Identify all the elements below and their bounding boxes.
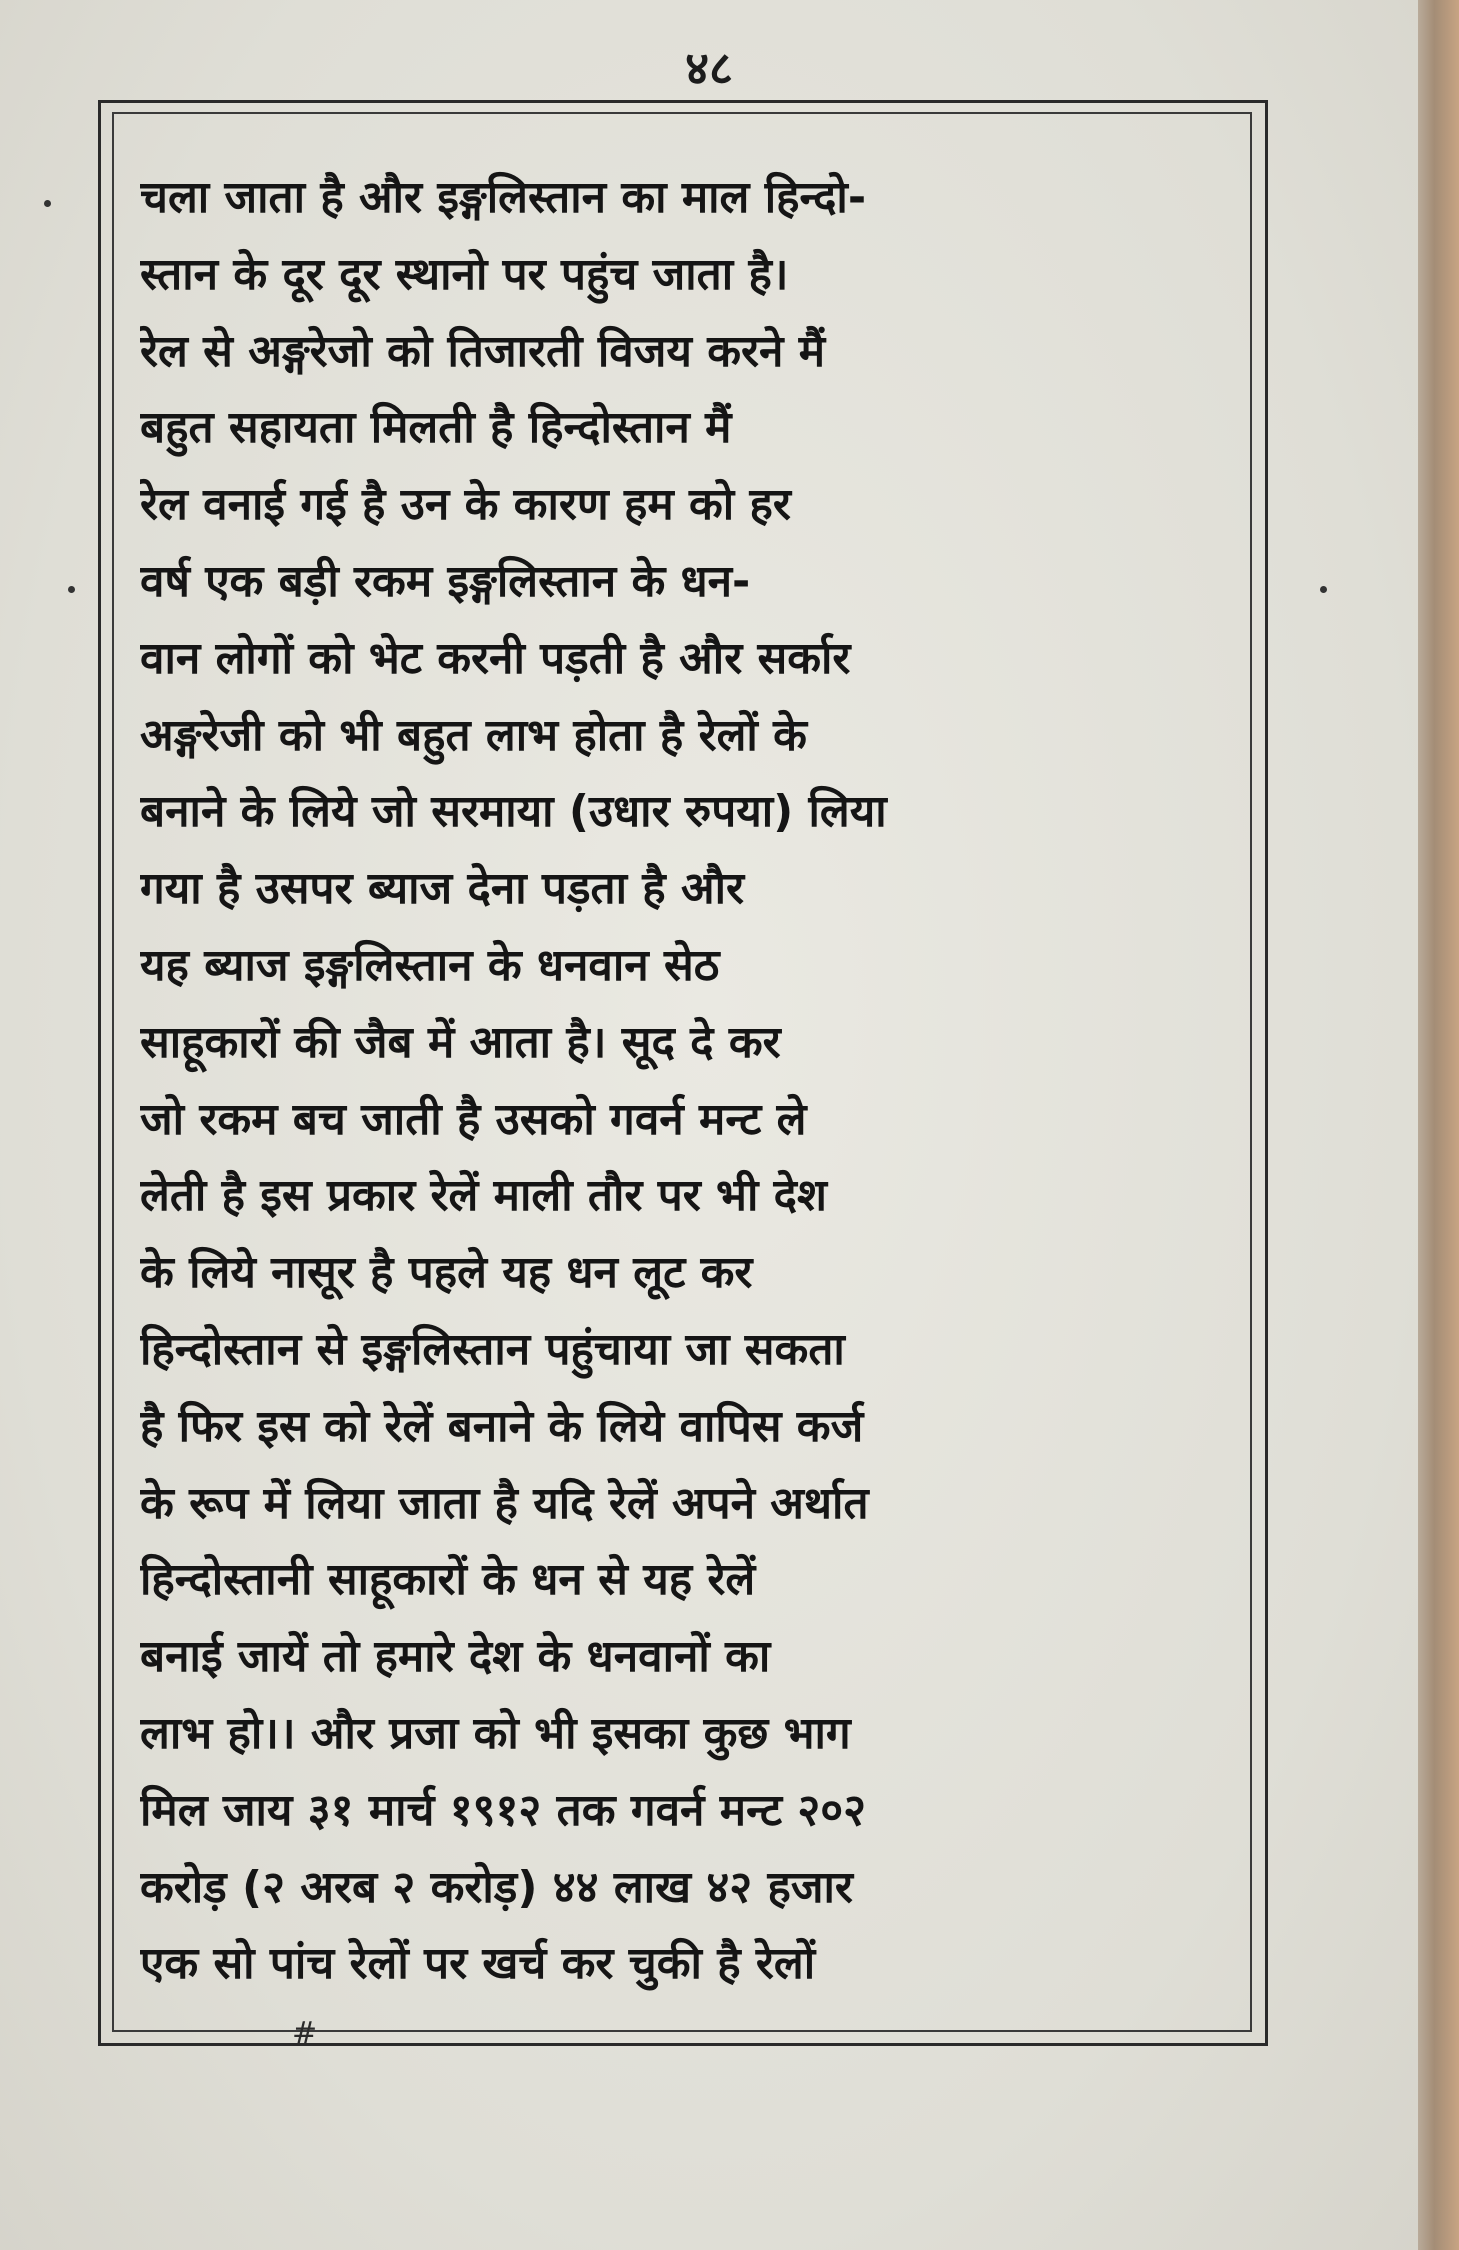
text-line: जो रकम बच जाती है उसको गवर्न मन्ट ले — [140, 1093, 807, 1145]
text-line: हिन्दोस्तान से इङ्गलिस्तान पहुंचाया जा सकता — [140, 1323, 845, 1375]
book-edge — [1418, 0, 1459, 2250]
margin-dot — [44, 200, 51, 207]
text-line: बनाई जायें तो हमारे देश के धनवानों का — [140, 1631, 771, 1683]
text-line: के रूप में लिया जाता है यदि रेलें अपने अर्थात — [140, 1477, 869, 1529]
text-line: वान लोगों को भेट करनी पड़ती है और सर्कार — [140, 632, 851, 684]
text-line: रेल से अङ्गरेजो को तिजारती विजय करने मैं — [140, 325, 826, 377]
text-line: है फिर इस को रेलें बनाने के लिये वापिस कर्ज — [140, 1400, 864, 1452]
text-line: स्तान के दूर दूर स्थानो पर पहुंच जाता है। — [140, 248, 789, 300]
text-line: एक सो पांच रेलों पर खर्च कर चुकी है रेलों — [140, 1938, 816, 1990]
text-line: बनाने के लिये जो सरमाया (उधार रुपया) लिया — [140, 786, 887, 838]
text-line: मिल जाय ३१ मार्च १९१२ तक गवर्न मन्ट २०२ — [140, 1784, 867, 1836]
text-line: बहुत सहायता मिलती है हिन्दोस्तान मैं — [140, 402, 732, 454]
text-line: हिन्दोस्तानी साहूकारों के धन से यह रेलें — [140, 1554, 756, 1606]
text-line: गया है उसपर ब्याज देना पड़ता है और — [140, 863, 744, 915]
margin-dot — [68, 586, 75, 593]
text-line: रेल वनाई गई है उन के कारण हम को हर — [140, 479, 791, 531]
text-line: चला जाता है और इङ्गलिस्तान का माल हिन्दो- — [140, 172, 867, 223]
text-line: वर्ष एक बड़ी रकम इङ्गलिस्तान के धन- — [140, 555, 751, 607]
text-line: करोड़ (२ अरब २ करोड़) ४४ लाख ४२ हजार — [140, 1861, 853, 1913]
text-line: अङ्गरेजी को भी बहुत लाभ होता है रेलों के — [140, 709, 807, 761]
page-number: ४८ — [685, 41, 733, 95]
margin-dot — [1320, 586, 1327, 593]
handwritten-text-block — [140, 160, 1250, 2003]
text-line: के लिये नासूर है पहले यह धन लूट कर — [140, 1247, 753, 1299]
border-mark: # — [292, 2016, 318, 2051]
text-line: साहूकारों की जैब में आता है। सूद दे कर — [140, 1016, 781, 1068]
text-line: लेती है इस प्रकार रेलें माली तौर पर भी देश — [140, 1170, 827, 1222]
text-line: यह ब्याज इङ्गलिस्तान के धनवान सेठ — [140, 939, 720, 991]
text-line: लाभ हो।। और प्रजा को भी इसका कुछ भाग — [140, 1707, 851, 1759]
